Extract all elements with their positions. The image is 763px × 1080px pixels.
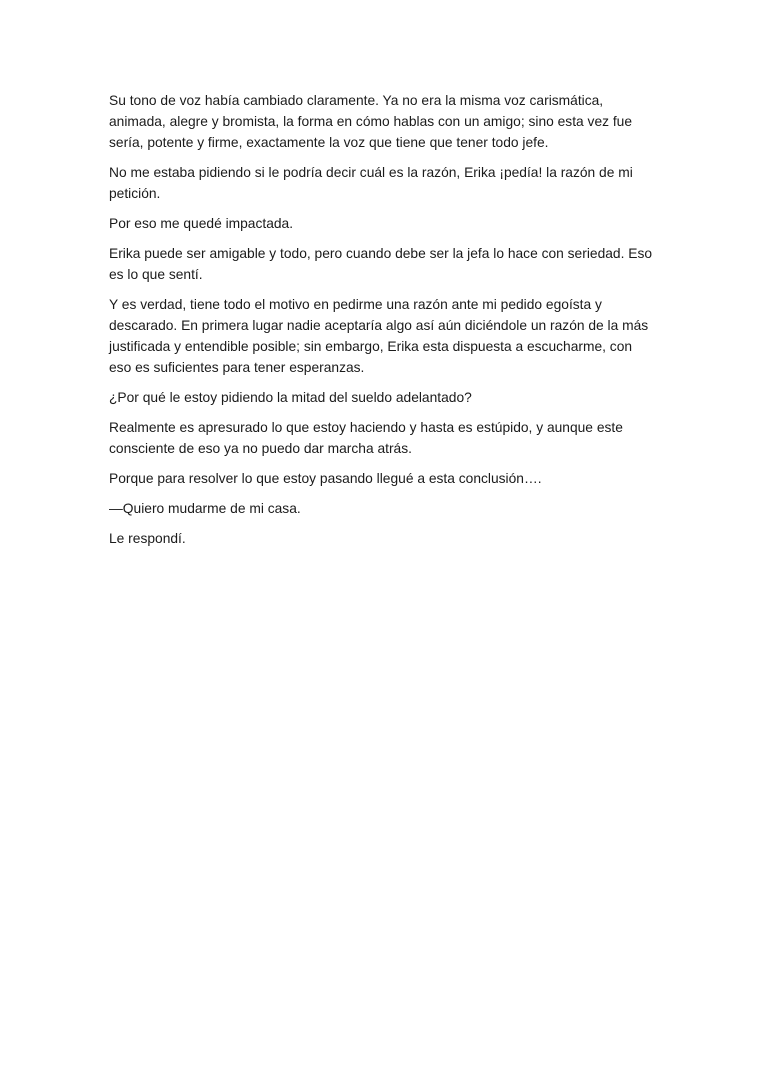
paragraph-9: —Quiero mudarme de mi casa. (109, 501, 301, 516)
document-body (109, 90, 657, 558)
paragraph-8: Porque para resolver lo que estoy pasando llegué a esta conclusión…. (109, 471, 542, 486)
paragraph-3: Por eso me quedé impactada. (109, 216, 294, 231)
paragraph-6: ¿Por qué le estoy pidiendo la mitad del sueldo adelantado? (109, 390, 472, 405)
paragraph-2: No me estaba pidiendo si le podría decir cuál es la razón, Erika ¡pedía! la razón de mi petición. (109, 165, 633, 201)
paragraph-7: Realmente es apresurado lo que estoy haciendo y hasta es estúpido, y aunque este consciente de eso ya no puedo dar marcha atrás. (109, 420, 623, 456)
paragraph-1: Su tono de voz había cambiado claramente. Ya no era la misma voz carismática, animada, alegre y bromista, la forma en cómo hablas con un amigo; sino esta vez fue sería, potente y firme, exactamente la voz que tiene que tener todo jefe. (109, 93, 633, 150)
paragraph-10: Le respondí. (109, 531, 186, 546)
paragraph-5: Y es verdad, tiene todo el motivo en pedirme una razón ante mi pedido egoísta y descarado. En primera lugar nadie aceptaría algo así aún diciéndole un razón de la más justificada y entendible posible; sin embargo, Erika esta dispuesta a escucharme, con eso es suficientes para tener esperanzas. (109, 297, 649, 375)
paragraph-4: Erika puede ser amigable y todo, pero cuando debe ser la jefa lo hace con seriedad. Eso es lo que sentí. (109, 246, 653, 282)
